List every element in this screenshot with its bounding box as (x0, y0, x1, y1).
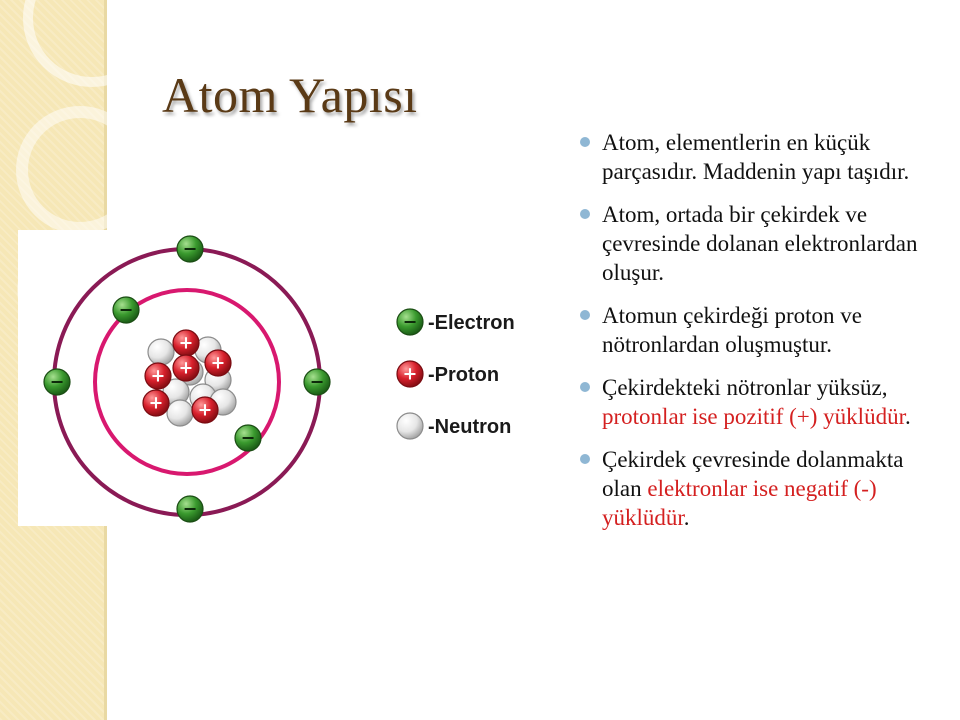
bullet-text: . (683, 505, 690, 530)
neutron-particle (167, 400, 193, 426)
bullet-item (580, 301, 935, 359)
nucleus (143, 330, 236, 426)
bullet-dot-icon (580, 382, 590, 392)
electron-particle (304, 369, 330, 395)
bullet-item (580, 128, 935, 186)
atom-structure-diagram (18, 230, 558, 526)
plus-sign: + (178, 358, 194, 379)
legend (397, 309, 515, 439)
minus-sign: − (118, 300, 134, 321)
minus-sign: − (182, 239, 198, 260)
bullet-text: Atom, ortada bir çekirdek ve çevresinde dolanan elektronlardan oluşur. (602, 202, 918, 285)
bullet-text: Atom, elementlerin en küçük parçasıdır. Maddenin yapı taşıdır. (602, 130, 910, 184)
bullet-text: Atomun çekirdeği proton ve nötronlardan oluşmuştur. (602, 303, 862, 357)
proton-particle (145, 363, 171, 389)
proton-particle (143, 390, 169, 416)
minus-sign: − (182, 499, 198, 520)
bullet-list (580, 128, 935, 546)
legend-proton-icon (397, 361, 423, 387)
plus-sign: + (402, 364, 418, 385)
bullet-dot-icon (580, 209, 590, 219)
slide-title: Atom Yapısı (162, 67, 418, 123)
minus-sign: − (240, 428, 256, 449)
bullet-dot-icon (580, 310, 590, 320)
bullet-dot-icon (580, 454, 590, 464)
minus-sign: − (309, 372, 325, 393)
proton-particle (205, 350, 231, 376)
bullet-highlight-text: elektronlar ise negatif (-) yüklüdür (602, 476, 877, 530)
plus-sign: + (150, 366, 166, 387)
electron-particle (177, 236, 203, 262)
bullet-item (580, 373, 935, 431)
bullet-item (580, 200, 935, 287)
electron-particle (44, 369, 70, 395)
plus-sign: + (148, 393, 164, 414)
proton-particle (173, 355, 199, 381)
legend-neutron-icon (397, 413, 423, 439)
bullet-highlight-text: protonlar ise pozitif (+) yüklüdür (602, 404, 905, 429)
legend-electron-icon (397, 309, 423, 335)
electron-particle (177, 496, 203, 522)
bullet-item (580, 445, 935, 532)
minus-sign: − (49, 372, 65, 393)
proton-particle (192, 397, 218, 423)
proton-particle (173, 330, 199, 356)
plus-sign: + (178, 333, 194, 354)
legend-electron-label: -Electron (428, 312, 515, 334)
legend-neutron-label: -Neutron (428, 416, 512, 438)
electron-particle (235, 425, 261, 451)
legend-proton-label: -Proton (428, 364, 500, 386)
neutron-particle (148, 339, 174, 365)
electron-particle (113, 297, 139, 323)
bullet-text: Çekirdek çevresinde dolanmakta olan (602, 447, 904, 501)
bullet-dot-icon (580, 137, 590, 147)
bullet-text: Çekirdekteki nötronlar yüksüz, (602, 375, 888, 400)
plus-sign: + (210, 353, 226, 374)
minus-sign: − (402, 312, 418, 333)
bullet-text: . (904, 404, 911, 429)
plus-sign: + (197, 400, 213, 421)
